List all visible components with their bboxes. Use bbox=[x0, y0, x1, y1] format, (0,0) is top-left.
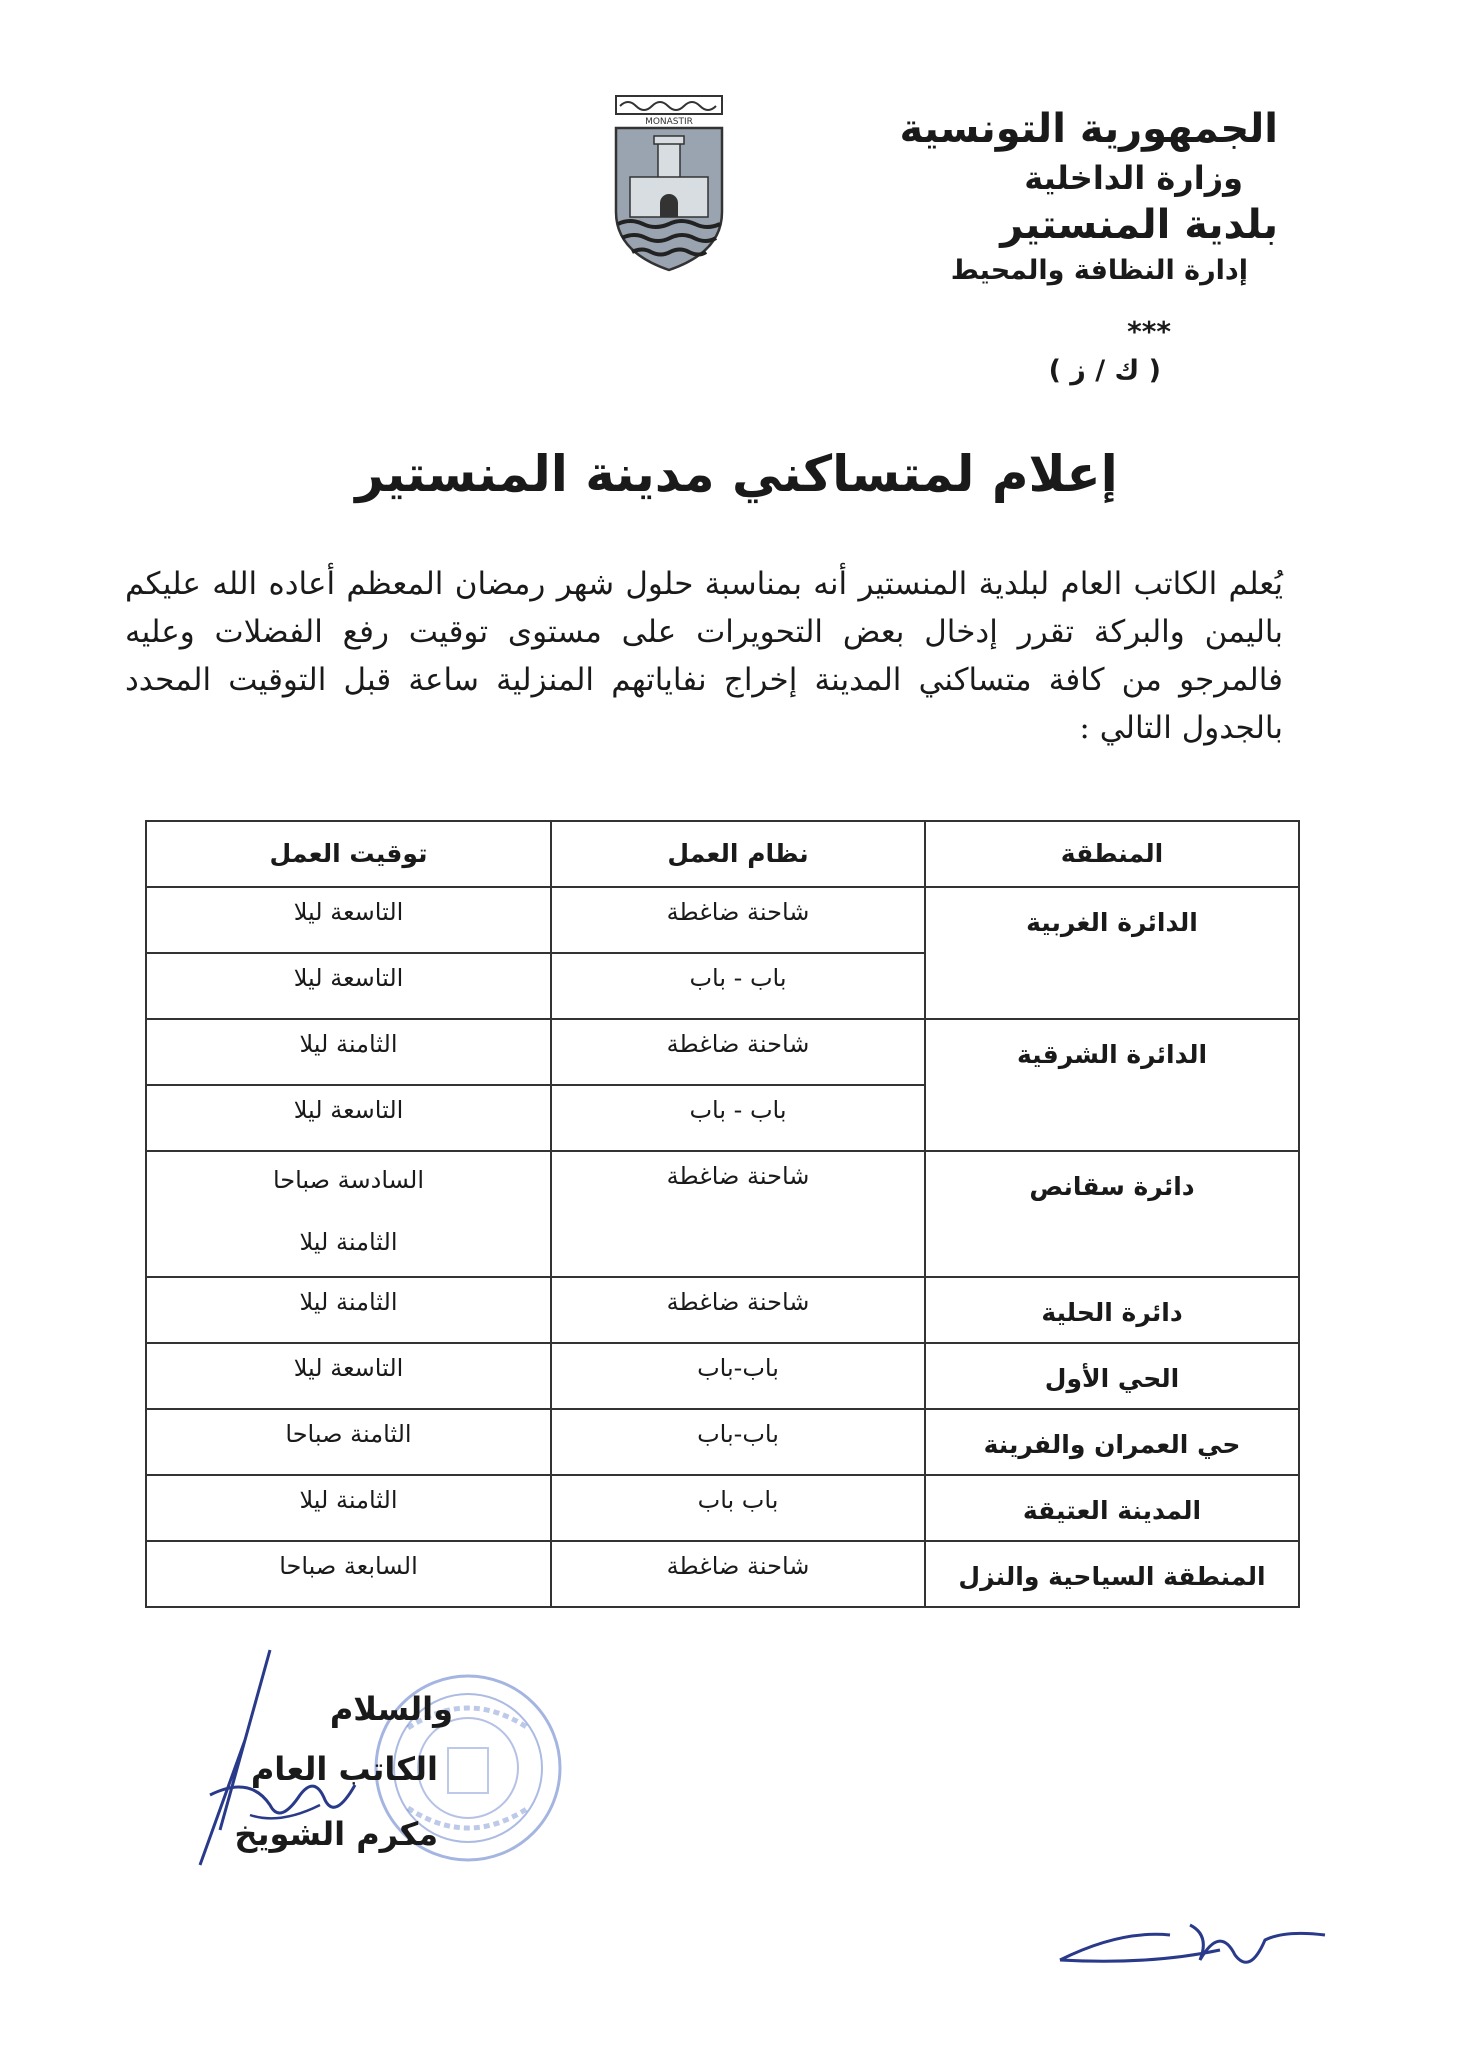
time-cell: الثامنة ليلا bbox=[146, 1475, 551, 1541]
time-cell: التاسعة ليلا bbox=[146, 1343, 551, 1409]
table-header-row bbox=[146, 821, 1299, 887]
document-title: إعلام لمتساكني مدينة المنستير bbox=[355, 445, 1118, 503]
zone-cell: المدينة العتيقة bbox=[925, 1475, 1299, 1541]
republic-name: الجمهورية التونسية bbox=[899, 106, 1278, 152]
system-cell: باب-باب bbox=[551, 1343, 925, 1409]
time-cell: التاسعة ليلا bbox=[146, 887, 551, 953]
signatory-title: الكاتب العام bbox=[250, 1750, 438, 1788]
table-row bbox=[146, 1475, 1299, 1541]
time-cell: السابعة صباحا bbox=[146, 1541, 551, 1607]
zone-cell: الحي الأول bbox=[925, 1343, 1299, 1409]
time-cell: الثامنة صباحا bbox=[146, 1409, 551, 1475]
time-value: السادسة صباحا bbox=[272, 1166, 425, 1194]
emblem-caption: MONASTIR bbox=[645, 117, 693, 127]
closing-greeting: والسلام bbox=[329, 1690, 453, 1728]
time-cell: التاسعة ليلا bbox=[146, 1085, 551, 1151]
system-cell: شاحنة ضاغطة bbox=[551, 887, 925, 953]
zone-cell: الدائرة الشرقية bbox=[925, 1019, 1299, 1151]
zone-cell: دائرة الحلية bbox=[925, 1277, 1299, 1343]
separator-stars: *** bbox=[1127, 315, 1171, 348]
system-cell: شاحنة ضاغطة bbox=[551, 1541, 925, 1607]
system-cell: شاحنة ضاغطة bbox=[551, 1019, 925, 1085]
header-zone: المنطقة bbox=[925, 821, 1299, 887]
initials-scribble bbox=[1050, 1900, 1350, 1980]
time-value: الثامنة ليلا bbox=[299, 1228, 398, 1256]
signatory-name: مكرم الشويخ bbox=[234, 1815, 438, 1853]
department-name: إدارة النظافة والمحيط bbox=[950, 255, 1248, 287]
time-cell: التاسعة ليلا bbox=[146, 953, 551, 1019]
header-time: توقيت العمل bbox=[146, 821, 551, 887]
time-cell: الثامنة ليلا bbox=[146, 1019, 551, 1085]
table-row bbox=[146, 1277, 1299, 1343]
system-cell: باب - باب bbox=[551, 1085, 925, 1151]
zone-cell: الدائرة الغربية bbox=[925, 887, 1299, 1019]
table-row bbox=[146, 1019, 1299, 1085]
notice-body: يُعلم الكاتب العام لبلدية المنستير أنه بمناسبة حلول شهر رمضان المعظم أعاده الله عليكم باليمن والبركة تقرر إدخال بعض التحويرات على مستوى توقيت رفع الفضلات وعليه فالمرجو من كافة متساكني المدينة إخراج نفاياتهم المنزلية ساعة قبل التوقيت المحدد بالجدول التالي : bbox=[125, 566, 1283, 746]
header-system: نظام العمل bbox=[551, 821, 925, 887]
reference-code: ( ك / ز ) bbox=[1048, 355, 1161, 386]
system-cell: شاحنة ضاغطة bbox=[551, 1277, 925, 1343]
table-row bbox=[146, 1151, 1299, 1277]
table-row bbox=[146, 1343, 1299, 1409]
schedule-table bbox=[145, 820, 1300, 1608]
letterhead bbox=[798, 105, 1278, 288]
zone-cell: المنطقة السياحية والنزل bbox=[925, 1541, 1299, 1607]
table-row bbox=[146, 887, 1299, 953]
ministry-name: وزارة الداخلية bbox=[1024, 159, 1243, 197]
system-cell: باب - باب bbox=[551, 953, 925, 1019]
table-row bbox=[146, 1541, 1299, 1607]
time-cell bbox=[146, 1151, 551, 1277]
time-cell: الثامنة ليلا bbox=[146, 1277, 551, 1343]
municipality-name: بلدية المنستير bbox=[1000, 202, 1278, 249]
system-cell: باب-باب bbox=[551, 1409, 925, 1475]
zone-cell: حي العمران والفرينة bbox=[925, 1409, 1299, 1475]
zone-cell: دائرة سقانص bbox=[925, 1151, 1299, 1277]
monastir-emblem bbox=[610, 92, 728, 274]
system-cell: باب باب bbox=[551, 1475, 925, 1541]
table-row bbox=[146, 1409, 1299, 1475]
system-cell: شاحنة ضاغطة bbox=[551, 1151, 925, 1277]
